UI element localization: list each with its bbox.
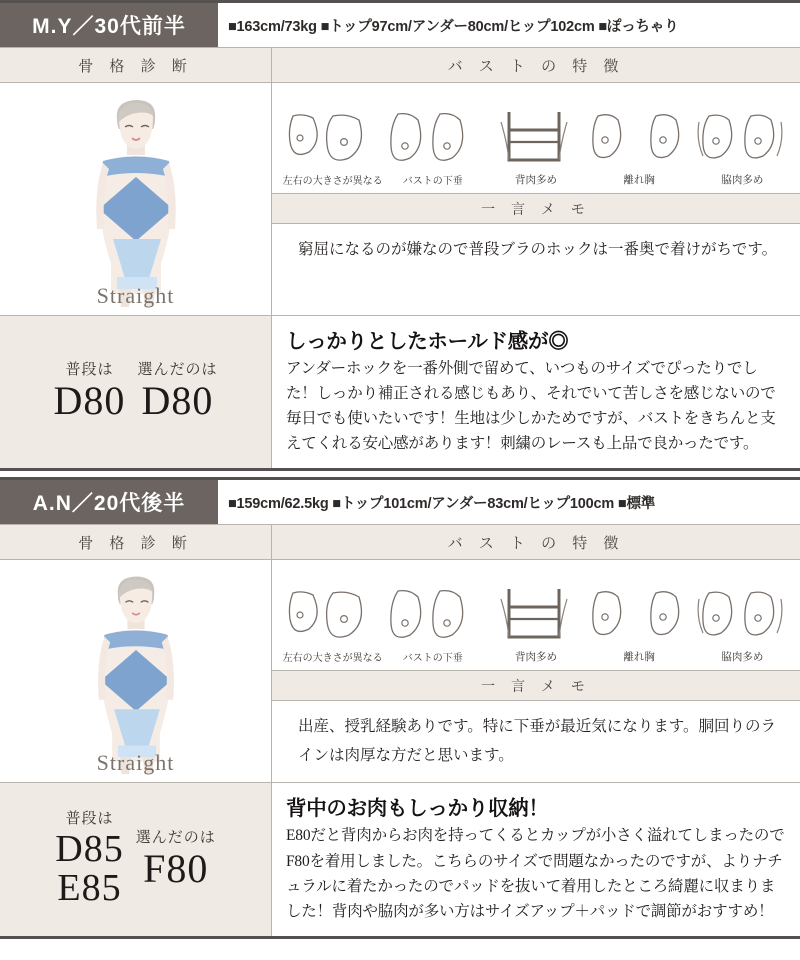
bust-item-back-fat xyxy=(489,585,583,664)
bust-caption: 脇肉多め xyxy=(721,174,764,186)
bust-section xyxy=(272,83,800,315)
review-body xyxy=(0,560,800,782)
usual-size-value: D80 xyxy=(53,378,126,424)
bust-caption: 左右の大きさが異なる xyxy=(282,176,383,187)
memo-text: 出産、授乳経験ありです。特に下垂が最近気になります。胴回りのラインは肉厚な方だと思います。 xyxy=(298,718,777,765)
bust-item-side-fat xyxy=(695,585,789,664)
bust-icons-row xyxy=(272,560,800,664)
comment-title: 背中のお肉もしっかり収納！ xyxy=(286,797,549,821)
bust-caption: 離れ胸 xyxy=(623,651,655,664)
chosen-size-value: D80 xyxy=(141,378,214,424)
body-figure-cell xyxy=(0,83,272,315)
memo-title: 一 言 メ モ xyxy=(272,193,800,224)
size-cell xyxy=(0,316,272,468)
bust-icons-row xyxy=(272,83,800,187)
reviewer-name: A.N／20代後半 xyxy=(0,480,218,524)
review-header xyxy=(0,3,800,47)
side-fat-icon xyxy=(695,585,787,647)
review-body xyxy=(0,83,800,315)
back-fat-icon xyxy=(489,585,581,647)
size-and-comment-row xyxy=(0,315,800,468)
column-titles xyxy=(0,524,800,560)
review-block-2 xyxy=(0,477,800,938)
separated-breast-icon xyxy=(592,108,684,170)
separated-breast-icon xyxy=(592,585,684,647)
bust-item-uneven xyxy=(282,585,383,665)
body-figure-illustration xyxy=(61,89,211,311)
comment-cell xyxy=(272,783,800,935)
bust-item-side-fat xyxy=(695,108,789,187)
bust-item-back-fat xyxy=(489,108,583,187)
column-title-skeleton: 骨 格 診 断 xyxy=(0,48,272,83)
comment-text: E80だと背肉からお肉を持ってくるとカップが小さく溢れてしまったのでF80を着用しました。こちらのサイズで問題なかったのですが、よりナチュラルに着たかったのでパッドを抜いて着用したところ綺麗に収まりました！背肉や脇肉が多い方はサイズアップ＋パッドで調節がおすすめ！ xyxy=(286,827,785,920)
review-block-1 xyxy=(0,0,800,471)
usual-size-group xyxy=(49,807,129,908)
bust-caption: 脇肉多め xyxy=(721,651,764,664)
comment-title: しっかりとしたホールド感が◎ xyxy=(286,330,569,353)
uneven-breast-icon xyxy=(283,108,375,170)
usual-size-label: 普段は xyxy=(65,361,114,379)
chosen-size-label: 選んだのは xyxy=(137,361,218,379)
memo-text: 窮屈になるのが嫌なので普段ブラのホックは一番奥で着けがちです。 xyxy=(298,241,778,258)
bust-caption: バストの下垂 xyxy=(402,653,463,665)
bust-caption: 背肉多め xyxy=(514,174,557,186)
bust-item-separated xyxy=(592,108,686,187)
bust-caption: 背肉多め xyxy=(514,651,557,664)
sagging-breast-icon xyxy=(386,108,478,170)
usual-size-value-line1: D85 xyxy=(55,828,124,871)
column-title-bust: バ ス ト の 特 徴 xyxy=(272,525,800,560)
sagging-breast-icon xyxy=(386,585,478,647)
body-figure-cell xyxy=(0,560,272,782)
bust-item-sagging xyxy=(386,585,480,664)
bust-caption: バストの下垂 xyxy=(402,176,463,187)
side-fat-icon xyxy=(695,108,787,170)
comment-cell xyxy=(272,316,800,468)
usual-size-value-line2: E85 xyxy=(57,867,122,910)
back-fat-icon xyxy=(489,108,581,170)
usual-size-label: 普段は xyxy=(65,810,114,828)
skeleton-type-label: Straight xyxy=(96,283,175,308)
bust-caption: 左右の大きさが異なる xyxy=(282,653,383,665)
size-cell xyxy=(0,783,272,935)
column-title-skeleton: 骨 格 診 断 xyxy=(0,525,272,560)
bust-section xyxy=(272,560,800,782)
reviewer-name: M.Y／30代前半 xyxy=(0,3,218,47)
uneven-breast-icon xyxy=(283,585,375,647)
bust-item-sagging xyxy=(386,108,480,187)
chosen-size-group xyxy=(131,358,223,422)
reviewer-specs: ■163cm/73kg ■トップ97cm/アンダー80cm/ヒップ102cm ■ぽっちゃり xyxy=(228,18,679,35)
memo-title: 一 言 メ モ xyxy=(272,670,800,701)
chosen-size-value: F80 xyxy=(143,845,209,891)
bust-item-separated xyxy=(592,585,686,664)
chosen-size-label: 選んだのは xyxy=(135,828,216,846)
size-and-comment-row xyxy=(0,782,800,935)
reviewer-specs: ■159cm/62.5kg ■トップ101cm/アンダー83cm/ヒップ100cm ■標準 xyxy=(228,495,656,512)
review-header xyxy=(0,480,800,524)
usual-size-group xyxy=(48,358,132,422)
skeleton-type-label: Straight xyxy=(96,750,175,776)
comment-text: アンダーホックを一番外側で留めて、いつものサイズでぴったりでした！しっかり補正される感じもあり、それでいて苦しさを感じないので毎日でも使いたいです！生地は少しかためですが、バストをきちんと支えてくれる安心感があります！刺繍のレースも上品で良かったです。 xyxy=(286,360,776,453)
bust-caption: 離れ胸 xyxy=(623,174,655,186)
column-title-bust: バ ス ト の 特 徴 xyxy=(272,48,800,83)
bust-item-uneven xyxy=(282,108,383,187)
column-titles xyxy=(0,47,800,83)
body-figure-illustration xyxy=(61,566,211,778)
chosen-size-group xyxy=(130,826,222,890)
